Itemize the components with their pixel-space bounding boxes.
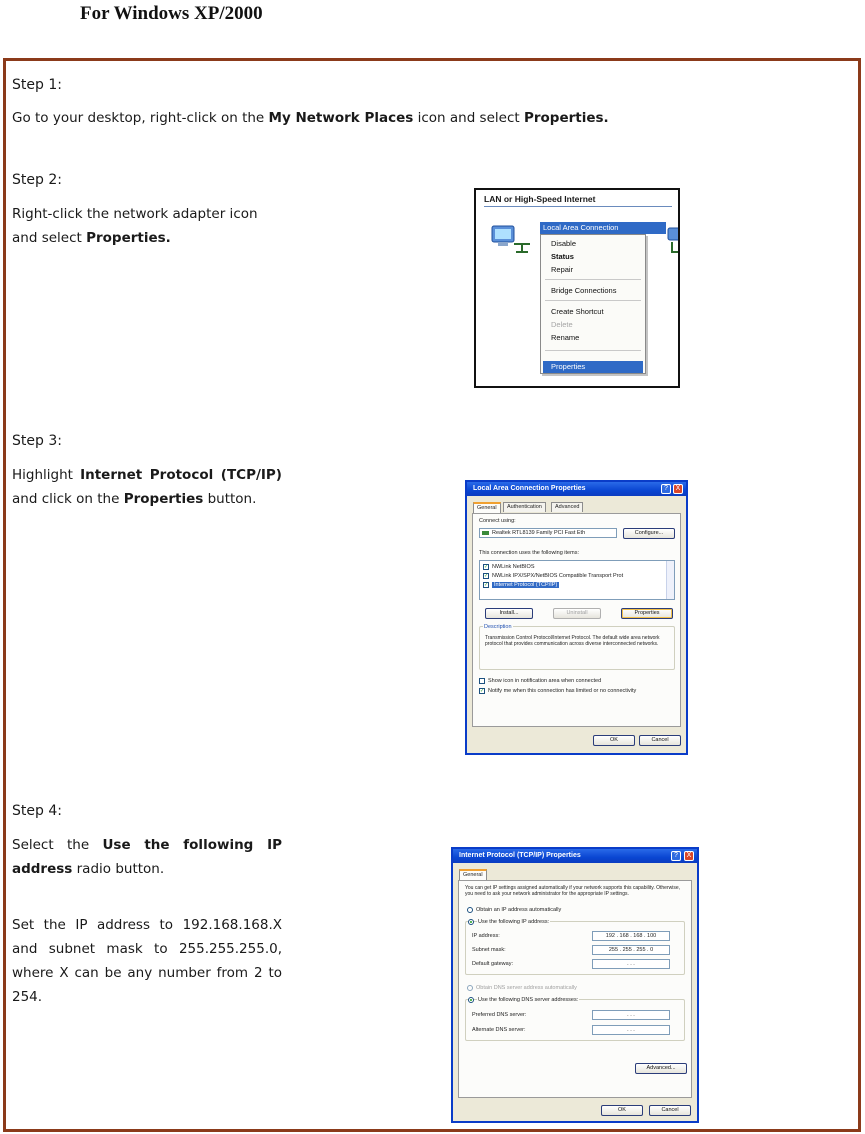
step-4-text-2: Set the IP address to 192.168.168.X and subnet mask to 255.255.255.0, where X can be any number from 2 to 254. xyxy=(12,917,282,1005)
ok-button[interactable]: OK xyxy=(601,1105,643,1116)
intro-text: You can get IP settings assigned automatically if your network supports this capability. Otherwise, you need to ask your network administrator for the appropriate IP settings. xyxy=(465,885,681,897)
cancel-button[interactable]: Cancel xyxy=(639,735,681,746)
network-connection-icon-2 xyxy=(666,226,680,256)
properties-button[interactable]: Properties xyxy=(621,608,673,619)
lan-properties-dialog xyxy=(465,480,688,755)
help-button[interactable]: ? xyxy=(671,851,681,861)
notify-checkbox[interactable]: ✓ xyxy=(480,688,485,694)
use-dns-label: Use the following DNS server addresses: xyxy=(478,997,579,1003)
menu-item-create-shortcut[interactable]: Create Shortcut xyxy=(551,307,604,316)
dialog-title: Local Area Connection Properties xyxy=(467,482,686,496)
bold-text: Properties. xyxy=(86,230,171,246)
dialog-title: Internet Protocol (TCP/IP) Properties xyxy=(453,849,697,863)
gateway-field[interactable]: . . . xyxy=(592,959,670,969)
alternate-dns-label: Alternate DNS server: xyxy=(472,1027,526,1033)
step-2-text xyxy=(12,202,284,250)
text-run: Select the xyxy=(12,837,103,853)
menu-item-status[interactable]: Status xyxy=(551,252,574,261)
menu-item-properties[interactable]: Properties xyxy=(543,361,643,373)
menu-item-disable[interactable]: Disable xyxy=(551,239,577,248)
advanced-button[interactable]: Advanced... xyxy=(635,1063,687,1074)
step-1-text xyxy=(12,106,852,130)
components-list xyxy=(479,560,675,600)
context-menu-screenshot xyxy=(474,188,680,388)
subnet-mask-field[interactable]: 255 . 255 . 255 . 0 xyxy=(592,945,670,955)
menu-separator xyxy=(545,279,641,280)
install-button[interactable]: Install... xyxy=(485,608,533,619)
list-item-selected[interactable]: Internet Protocol (TCP/IP) xyxy=(494,582,558,588)
preferred-dns-label: Preferred DNS server: xyxy=(472,1012,527,1018)
text-run: Right-click the network adapter icon and select xyxy=(12,206,258,246)
subnet-mask-label: Subnet mask: xyxy=(472,947,506,953)
list-item[interactable]: NWLink IPX/SPX/NetBIOS Compatible Transport Prot xyxy=(492,573,624,579)
items-label: This connection uses the following items: xyxy=(479,550,579,556)
bold-text: Use the following IP address xyxy=(12,837,282,877)
obtain-dns-radio xyxy=(467,985,473,991)
step-3-text xyxy=(12,463,282,511)
obtain-ip-label: Obtain an IP address automatically xyxy=(476,907,562,913)
tab-general[interactable]: General xyxy=(459,869,487,880)
show-icon-checkbox[interactable] xyxy=(479,678,485,684)
close-button[interactable]: X xyxy=(684,851,694,861)
menu-item-bridge[interactable]: Bridge Connections xyxy=(551,286,617,295)
menu-item-delete: Delete xyxy=(551,320,573,329)
text-run: and click on the xyxy=(12,491,124,507)
menu-item-rename[interactable]: Rename xyxy=(551,333,580,342)
help-button[interactable]: ? xyxy=(661,484,671,494)
cancel-button[interactable]: Cancel xyxy=(649,1105,691,1116)
text-run: icon and select xyxy=(413,110,524,126)
configure-button[interactable]: Configure... xyxy=(623,528,675,539)
local-area-connection[interactable]: Local Area Connection xyxy=(540,222,666,234)
dns-group xyxy=(465,999,685,1041)
section-divider xyxy=(484,206,672,207)
use-ip-radio[interactable] xyxy=(468,919,474,925)
gateway-label: Default gateway: xyxy=(472,961,513,967)
step-3-label: Step 3: xyxy=(12,433,62,449)
menu-separator xyxy=(545,350,641,351)
tab-advanced[interactable]: Advanced xyxy=(551,502,583,512)
ip-address-field[interactable]: 192 . 168 . 168 . 100 xyxy=(592,931,670,941)
page-title: For Windows XP/2000 xyxy=(80,3,263,24)
show-icon-label: Show icon in notification area when connected xyxy=(488,678,602,684)
obtain-dns-label: Obtain DNS server address automatically xyxy=(476,985,577,991)
step-4-text xyxy=(12,833,282,881)
bold-text: My Network Places xyxy=(268,110,414,126)
adapter-name: Realtek RTL8139 Family PCI Fast Eth xyxy=(492,530,586,536)
general-panel xyxy=(472,513,681,727)
obtain-ip-radio[interactable] xyxy=(467,907,473,913)
adapter-field xyxy=(479,528,617,538)
text-run: button. xyxy=(203,491,257,507)
bold-text: Properties. xyxy=(523,110,609,126)
notify-label: Notify me when this connection has limited or no connectivity xyxy=(488,688,637,694)
use-dns-radio[interactable] xyxy=(468,997,474,1003)
tab-authentication[interactable]: Authentication xyxy=(503,502,546,512)
text-run: radio button. xyxy=(72,861,165,877)
text-run: Go to your desktop, right-click on the xyxy=(12,110,269,126)
tab-general[interactable]: General xyxy=(473,502,501,513)
step-4-label: Step 4: xyxy=(12,803,62,819)
description-label: Description xyxy=(484,624,512,630)
use-ip-label: Use the following IP address: xyxy=(478,919,550,925)
adapter-icon xyxy=(482,531,489,535)
lan-section-header: LAN or High-Speed Internet xyxy=(484,194,596,204)
step-2-label: Step 2: xyxy=(12,172,62,188)
ok-button[interactable]: OK xyxy=(593,735,635,746)
item-checkbox[interactable]: ✓ xyxy=(484,582,489,588)
alternate-dns-field[interactable]: . . . xyxy=(592,1025,670,1035)
description-text: Transmission Control Protocol/Internet Protocol. The default wide area network protocol that provides communication across diverse interconnected networks. xyxy=(485,635,660,647)
bold-text: Internet Protocol (TCP/IP) xyxy=(80,467,282,483)
network-connection-icon xyxy=(486,222,534,258)
item-checkbox[interactable]: ✓ xyxy=(484,564,489,570)
list-scrollbar[interactable] xyxy=(666,561,674,599)
menu-separator xyxy=(545,300,641,301)
context-menu xyxy=(540,234,646,374)
bold-text: Properties xyxy=(123,491,204,507)
general-panel xyxy=(458,880,692,1098)
uninstall-button: Uninstall xyxy=(553,608,601,619)
close-button[interactable]: X xyxy=(673,484,683,494)
description-group xyxy=(479,626,675,670)
list-item[interactable]: NWLink NetBIOS xyxy=(492,564,535,570)
step-1-label: Step 1: xyxy=(12,77,62,93)
menu-item-repair[interactable]: Repair xyxy=(551,265,574,274)
tcpip-properties-dialog xyxy=(451,847,699,1123)
preferred-dns-field[interactable]: . . . xyxy=(592,1010,670,1020)
connect-using-label: Connect using: xyxy=(479,518,516,524)
ip-label: IP address: xyxy=(472,933,500,939)
ip-group xyxy=(465,921,685,975)
item-checkbox[interactable]: ✓ xyxy=(484,573,489,579)
text-run: Highlight xyxy=(12,467,81,483)
